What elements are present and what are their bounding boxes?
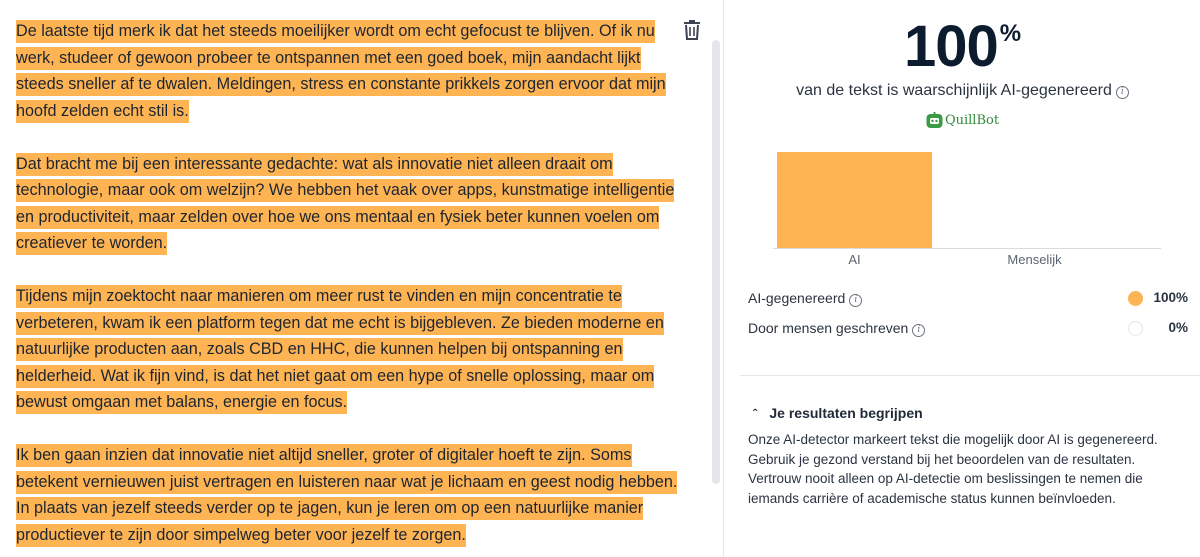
results-panel xyxy=(725,0,1200,557)
highlighted-text: Tijdens mijn zoektocht naar manieren om meer rust te vinden en mijn concentratie te verbeteren, kwam ik een platform tegen dat me echt is bijgebleven. Ze bieden moderne en natuurlijke producten aan, zoals CBD en HHC, die kunnen helpen bij ontspanning en helderheid. Wat ik fijn vind, is dat het niet gaat om een hype of snelle oplossing, maar om bewust omgaan met balans, energie en focus. xyxy=(16,285,664,414)
highlighted-text: De laatste tijd merk ik dat het steeds moeilijker wordt om echt gefocust te blijven. Of ik nu werk, studeer of gewoon probeer te ontspannen met een goed boek, mijn aandacht lijkt steeds sneller af te dwalen. Meldingen, stress en constante prikkels zorgen ervoor dat mijn hoofd zelden echt stil is. xyxy=(16,20,666,123)
legend-item-human xyxy=(748,318,1188,340)
editor-text[interactable] xyxy=(16,18,686,557)
paragraph xyxy=(16,283,686,416)
x-tick-label: AI xyxy=(848,252,861,267)
legend-label: Door mensen geschreven i xyxy=(748,320,925,337)
score-number: 100 xyxy=(903,14,998,79)
info-icon[interactable]: i xyxy=(849,294,862,307)
brand-name: QuillBot xyxy=(944,113,1000,129)
ai-score xyxy=(725,14,1200,80)
understand-body: Onze AI-detector markeert tekst die mogelijk door AI is gegenereerd. Gebruik je gezond verstand bij het beoordelen van de resultaten. Vertrouw nooit alleen op AI-detectie om beslissingen te nemen die iemands carrière of academische status kunnen beïnvloeden. xyxy=(748,432,1158,506)
quillbot-logo-icon xyxy=(926,112,943,129)
info-icon[interactable]: i xyxy=(912,324,925,337)
paragraph xyxy=(16,18,686,124)
paragraph xyxy=(16,151,686,257)
chevron-up-icon: ⌃ xyxy=(751,408,760,419)
brand-logo xyxy=(725,112,1200,130)
legend-dot-ai xyxy=(1128,291,1143,306)
legend-dot-human xyxy=(1128,321,1143,336)
trash-icon xyxy=(682,19,702,41)
info-icon[interactable]: i xyxy=(1116,86,1129,99)
result-bar-chart xyxy=(773,140,1161,270)
bar-ai xyxy=(777,152,932,248)
delete-button[interactable] xyxy=(682,19,702,41)
legend-item-ai xyxy=(748,288,1188,310)
paragraph xyxy=(16,442,686,548)
score-subtitle xyxy=(725,82,1200,100)
understand-results-toggle[interactable] xyxy=(751,405,923,421)
understand-title: Je resultaten begrijpen xyxy=(769,405,923,421)
score-unit: % xyxy=(999,20,1022,47)
divider xyxy=(740,375,1200,376)
legend-value: 0% xyxy=(1168,320,1188,335)
legend-label: AI-gegenereerd i xyxy=(748,290,862,307)
highlighted-text: Ik ben gaan inzien dat innovatie niet altijd sneller, groter of digitaler hoeft te zijn. Soms betekent vernieuwen juist vertragen en luisteren naar wat je lichaam en geest nodig hebben. In plaats van jezelf steeds verder op te jagen, kun je leren om op een natuurlijke manier productiever te zijn door simpelweg beter voor jezelf te zorgen. xyxy=(16,444,677,547)
legend-value: 100% xyxy=(1153,290,1188,305)
scrollbar[interactable] xyxy=(712,40,720,484)
x-tick-label: Menselijk xyxy=(1007,252,1062,267)
score-subtitle-text: van de tekst is waarschijnlijk AI-gegenereerd xyxy=(796,82,1112,99)
highlighted-text: Dat bracht me bij een interessante gedachte: wat als innovatie niet alleen draait om technologie, maar ook om welzijn? We hebben het vaak over apps, kunstmatige intelligentie en productiviteit, maar zelden over hoe we ons mentaal en fysiek beter kunnen voelen om creatiever te worden. xyxy=(16,153,674,256)
